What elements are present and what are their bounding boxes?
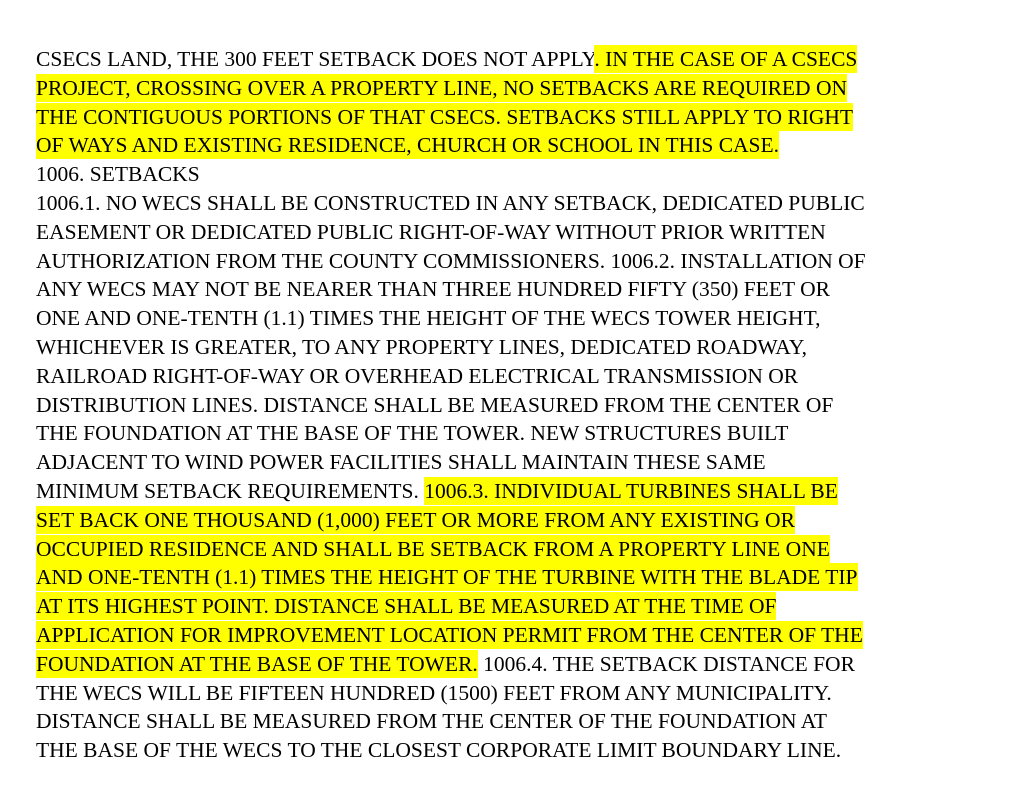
text-line <box>36 535 996 564</box>
text-line <box>36 679 996 708</box>
body-text: 1006.1. NO WECS SHALL BE CONSTRUCTED IN ANY SETBACK, DEDICATED PUBLIC <box>36 190 865 215</box>
text-line <box>36 419 996 448</box>
text-line <box>36 736 996 765</box>
body-text: CSECS LAND, THE 300 FEET SETBACK DOES NOT APPLY <box>36 47 595 71</box>
body-text: DISTANCE SHALL BE MEASURED FROM THE CENTER OF THE FOUNDATION AT <box>36 709 828 734</box>
body-text: 1006.4. THE SETBACK DISTANCE FOR <box>477 651 855 676</box>
text-line <box>36 160 996 189</box>
body-text: EASEMENT OR DEDICATED PUBLIC RIGHT-OF-WAY WITHOUT PRIOR WRITTEN <box>36 219 826 244</box>
highlighted-text: AND ONE-TENTH (1.1) TIMES THE HEIGHT OF THE TURBINE WITH THE BLADE TIP <box>36 565 858 590</box>
highlighted-text: AT ITS HIGHEST POINT. DISTANCE SHALL BE MEASURED AT THE TIME OF <box>36 594 777 619</box>
highlighted-text: OF WAYS AND EXISTING RESIDENCE, CHURCH OR SCHOOL IN THIS CASE. <box>36 133 780 158</box>
highlighted-text: OCCUPIED RESIDENCE AND SHALL BE SETBACK FROM A PROPERTY LINE ONE <box>36 536 830 561</box>
text-line <box>36 304 996 333</box>
highlighted-text: 1006.3. INDIVIDUAL TURBINES SHALL BE <box>424 478 838 503</box>
text-line <box>36 131 996 160</box>
text-line <box>36 707 996 736</box>
body-text: AUTHORIZATION FROM THE COUNTY COMMISSIONERS. 1006.2. INSTALLATION OF <box>36 248 866 273</box>
body-text: THE BASE OF THE WECS TO THE CLOSEST CORPORATE LIMIT BOUNDARY LINE. <box>36 738 842 763</box>
text-line <box>36 563 996 592</box>
body-text: ADJACENT TO WIND POWER FACILITIES SHALL MAINTAIN THESE SAME <box>36 450 766 475</box>
text-line <box>36 391 996 420</box>
highlighted-text: FOUNDATION AT THE BASE OF THE TOWER. <box>36 651 478 676</box>
body-text: 1006. SETBACKS <box>36 162 200 187</box>
highlighted-text: SET BACK ONE THOUSAND (1,000) FEET OR MORE FROM ANY EXISTING OR <box>36 507 795 532</box>
text-line <box>36 247 996 276</box>
text-line <box>36 592 996 621</box>
body-text: MINIMUM SETBACK REQUIREMENTS. <box>36 478 425 503</box>
text-line <box>36 477 996 506</box>
highlighted-text: . IN THE CASE OF A CSECS <box>594 47 858 71</box>
text-line <box>36 189 996 218</box>
text-line <box>36 650 996 679</box>
body-text: THE WECS WILL BE FIFTEEN HUNDRED (1500) FEET FROM ANY MUNICIPALITY. <box>36 680 832 705</box>
text-line <box>36 103 996 132</box>
text-line <box>36 74 996 103</box>
body-text: ONE AND ONE-TENTH (1.1) TIMES THE HEIGHT OF THE WECS TOWER HEIGHT, <box>36 306 821 331</box>
document-page <box>36 45 996 765</box>
body-text: DISTRIBUTION LINES. DISTANCE SHALL BE MEASURED FROM THE CENTER OF <box>36 392 834 417</box>
text-line <box>36 506 996 535</box>
text-line <box>36 275 996 304</box>
body-text: ANY WECS MAY NOT BE NEARER THAN THREE HUNDRED FIFTY (350) FEET OR <box>36 277 830 302</box>
text-line <box>36 218 996 247</box>
highlighted-text: APPLICATION FOR IMPROVEMENT LOCATION PERMIT FROM THE CENTER OF THE <box>36 622 863 647</box>
body-text: WHICHEVER IS GREATER, TO ANY PROPERTY LINES, DEDICATED ROADWAY, <box>36 334 807 359</box>
highlighted-text: THE CONTIGUOUS PORTIONS OF THAT CSECS. SETBACKS STILL APPLY TO RIGHT <box>36 104 854 129</box>
highlighted-text: PROJECT, CROSSING OVER A PROPERTY LINE, NO SETBACKS ARE REQUIRED ON <box>36 75 848 100</box>
text-line <box>36 362 996 391</box>
text-line <box>36 448 996 477</box>
text-line <box>36 621 996 650</box>
body-text: RAILROAD RIGHT-OF-WAY OR OVERHEAD ELECTRICAL TRANSMISSION OR <box>36 363 799 388</box>
text-line <box>36 45 996 74</box>
text-line <box>36 333 996 362</box>
body-text: THE FOUNDATION AT THE BASE OF THE TOWER. NEW STRUCTURES BUILT <box>36 421 789 446</box>
